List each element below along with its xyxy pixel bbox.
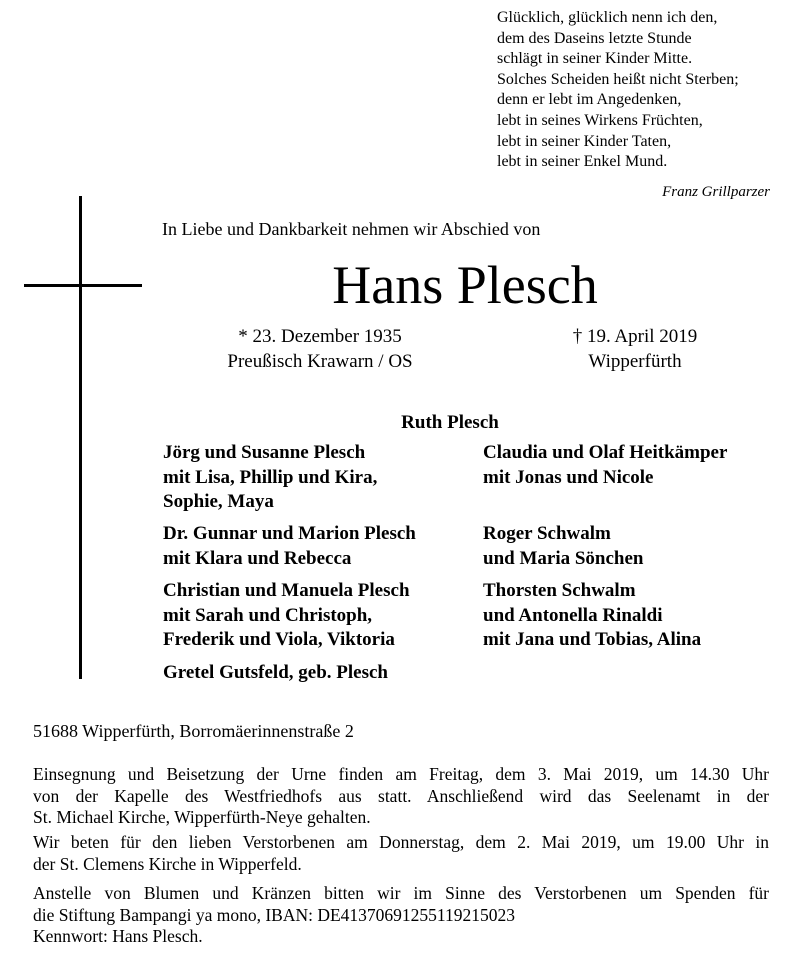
- mourner-group: [163, 522, 416, 571]
- mourner-line: Sophie, Maya: [163, 491, 274, 512]
- mourner-line: mit Sarah und Christoph,: [163, 604, 373, 626]
- mourner-line: mit Jonas und Nicole: [483, 466, 654, 488]
- birth-info: [180, 324, 460, 374]
- poem: [497, 8, 787, 173]
- poem-line: lebt in seiner Enkel Mund.: [497, 153, 668, 171]
- mourner-line: mit Lisa, Phillip und Kira,: [163, 466, 378, 488]
- mourner-group: [163, 661, 388, 686]
- mourner-group: [483, 522, 643, 571]
- cross-icon: [79, 196, 82, 679]
- notice-line: von der Kapelle des Westfriedhofs aus statt. Anschließend wird das Seelenamt in der: [33, 785, 769, 806]
- birth-place: Preußisch Krawarn / OS: [227, 351, 413, 372]
- mourner-line: Thorsten Schwalm: [483, 580, 636, 601]
- mourner-group: [163, 579, 410, 653]
- intro-text: In Liebe und Dankbarkeit nehmen wir Abschied von: [162, 219, 541, 239]
- mourner-line: Gretel Gutsfeld, geb. Plesch: [163, 662, 388, 683]
- mourner-line: Jörg und Susanne Plesch: [163, 442, 366, 463]
- poem-line: lebt in seiner Kinder Taten,: [497, 132, 672, 150]
- mourner-line: mit Jana und Tobias, Alina: [483, 629, 702, 650]
- notice-paragraph: [33, 832, 769, 875]
- poem-line: Solches Scheiden heißt nicht Sterben;: [497, 70, 739, 88]
- death-info: [520, 324, 750, 374]
- notice-line: der St. Clemens Kirche in Wipperfeld.: [33, 853, 302, 874]
- address: 51688 Wipperfürth, Borromäerinnenstraße 2: [33, 721, 354, 741]
- notice-line: Anstelle von Blumen und Kränzen bitten wir im Sinne des Verstorbenen um Spenden für: [33, 883, 769, 903]
- mourner-line: Frederik und Viola, Viktoria: [163, 629, 395, 650]
- poem-line: denn er lebt im Angedenken,: [497, 91, 682, 109]
- poem-line: lebt in seines Wirkens Früchten,: [497, 111, 703, 129]
- notice-line: Einsegnung und Beisetzung der Urne finden am Freitag, dem 3. Mai 2019, um 14.30 Uhr: [33, 764, 769, 784]
- poem-author: Franz Grillparzer: [662, 184, 770, 200]
- deceased-name: Hans Plesch: [332, 255, 598, 315]
- death-date: † 19. April 2019: [572, 326, 698, 347]
- mourner-line: Roger Schwalm: [483, 523, 611, 544]
- birth-date: * 23. Dezember 1935: [238, 326, 402, 347]
- notice-paragraph: [33, 764, 769, 829]
- widow-name: Ruth Plesch: [401, 412, 499, 433]
- notice-paragraph: [33, 883, 769, 948]
- death-place: Wipperfürth: [588, 351, 682, 372]
- mourner-group: [163, 441, 377, 515]
- mourner-line: Claudia und Olaf Heitkämper: [483, 442, 728, 463]
- poem-line: Glücklich, glücklich nenn ich den,: [497, 9, 718, 26]
- mourner-group: [483, 441, 727, 490]
- mourner-group: [483, 579, 701, 653]
- notice-line: Wir beten für den lieben Verstorbenen am Donnerstag, dem 2. Mai 2019, um 19.00 Uhr in: [33, 832, 769, 852]
- mourner-line: und Antonella Rinaldi: [483, 604, 663, 626]
- notice-line: Kennwort: Hans Plesch.: [33, 926, 203, 946]
- mourner-line: Dr. Gunnar und Marion Plesch: [163, 523, 416, 544]
- mourner-line: Christian und Manuela Plesch: [163, 580, 410, 601]
- notice-line: St. Michael Kirche, Wipperfürth-Neye gehalten.: [33, 807, 371, 827]
- mourner-line: mit Klara und Rebecca: [163, 547, 352, 569]
- poem-line: schlägt in seiner Kinder Mitte.: [497, 50, 693, 68]
- poem-line: dem des Daseins letzte Stunde: [497, 29, 692, 47]
- notice-line: die Stiftung Bampangi ya mono, IBAN: DE41370691255119215023: [33, 904, 516, 925]
- cross-icon-bar: [24, 284, 142, 287]
- mourner-line: und Maria Sönchen: [483, 547, 644, 569]
